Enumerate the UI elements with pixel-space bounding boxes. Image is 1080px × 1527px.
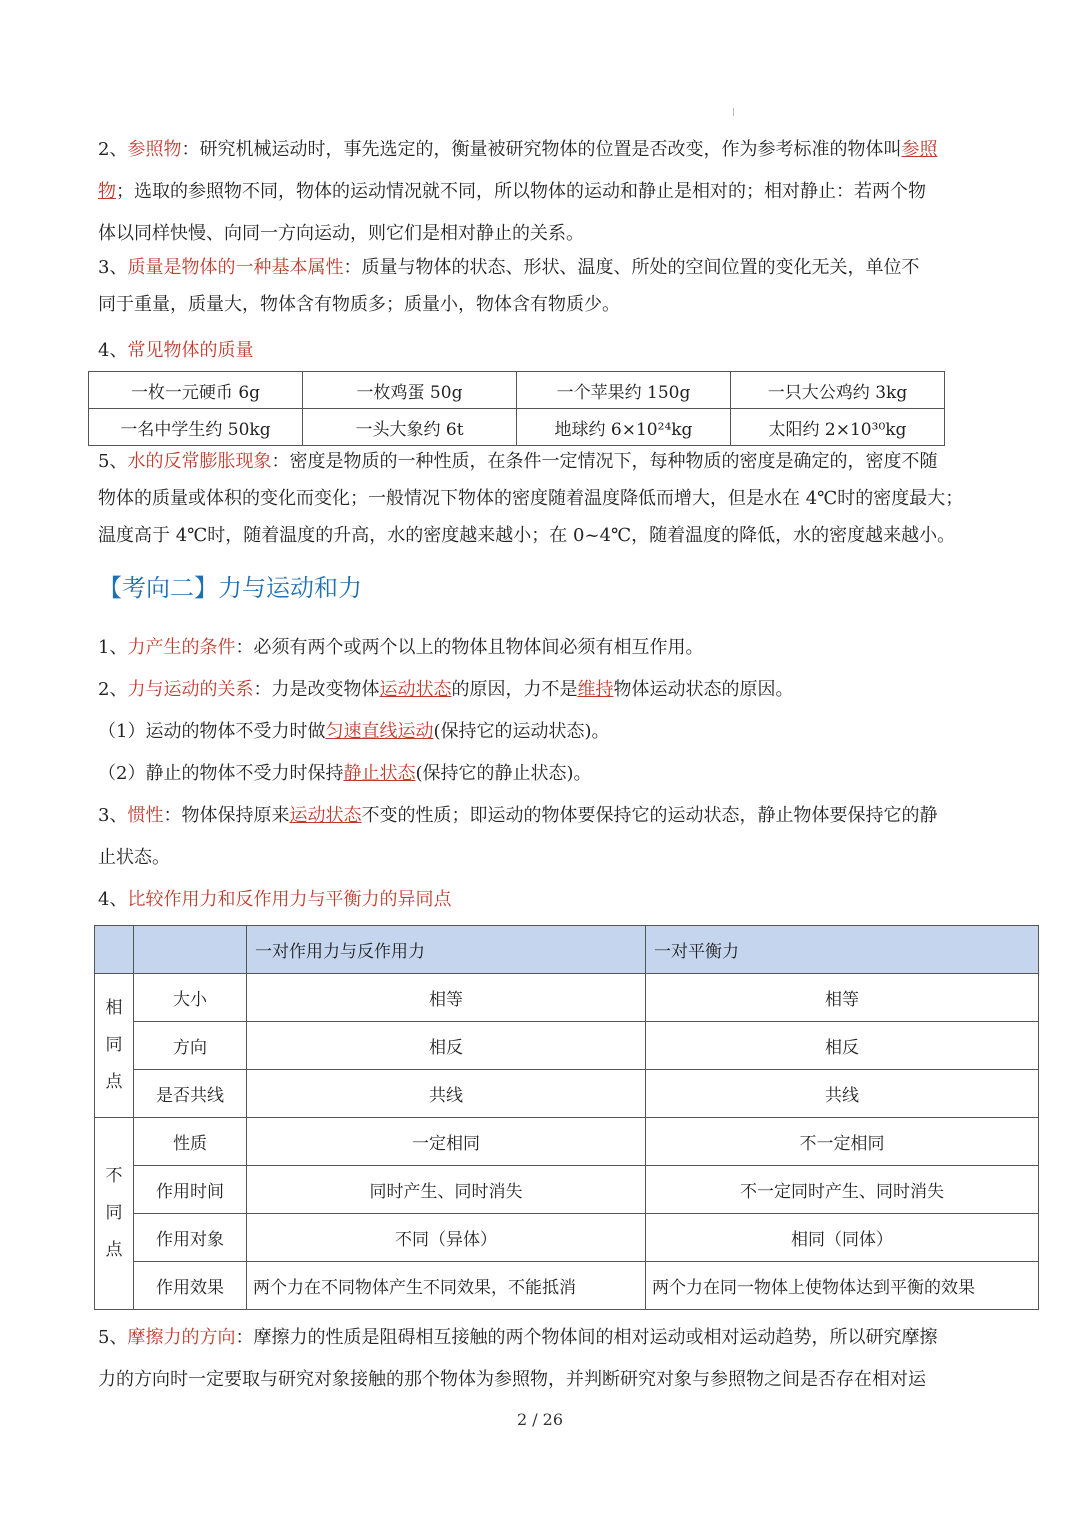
attribute-cell: 方向 (134, 1022, 247, 1070)
text-line (98, 1359, 984, 1401)
table-cell: 一定相同 (247, 1118, 646, 1166)
table-row (89, 409, 945, 446)
attribute-cell: 是否共线 (134, 1070, 247, 1118)
paragraph-water-anomaly (98, 443, 984, 554)
text-line (98, 330, 984, 372)
item-number: 1、 (98, 637, 128, 658)
table-cell: 一只大公鸡约 3kg (731, 372, 945, 409)
body-text: （1）运动的物体不受力时做 (98, 721, 326, 742)
key-term: 质量是物体的一种基本属性 (127, 257, 344, 278)
attribute-cell: 作用效果 (134, 1262, 247, 1310)
body-text: ：质量与物体的状态、形状、温度、所处的空间位置的变化无关，单位不 (343, 257, 920, 278)
underlined-term: 运动状态 (289, 805, 362, 826)
text-line (98, 249, 984, 286)
text-line (98, 879, 984, 921)
table-cell: 两个力在同一物体上使物体达到平衡的效果 (646, 1262, 1039, 1310)
body-text: ：摩擦力的性质是阻碍相互接触的两个物体间的相对运动或相对运动趋势，所以研究摩擦 (235, 1327, 938, 1348)
body-text: 的原因，力不是 (451, 679, 578, 700)
group-char: 相 (105, 998, 123, 1018)
key-term: 力与运动的关系 (127, 679, 254, 700)
body-text: (保持它的静止状态)。 (415, 763, 592, 784)
item-number: 3、 (98, 805, 128, 826)
scan-mark (733, 108, 734, 116)
header-cell: 一对作用力与反作用力 (247, 926, 646, 974)
group-char: 同 (105, 1035, 123, 1055)
paragraph-common-mass-title (98, 330, 984, 372)
item-number: 5、 (98, 451, 128, 472)
item-number: 4、 (98, 340, 128, 361)
table-cell: 一个苹果约 150g (517, 372, 731, 409)
table-row (95, 1070, 1039, 1118)
table-cell: 相反 (646, 1022, 1039, 1070)
group-char: 同 (105, 1203, 123, 1223)
body-text: 止状态。 (98, 847, 170, 868)
table-cell: 不同（异体） (247, 1214, 646, 1262)
text-line (98, 711, 984, 753)
body-text: ：研究机械运动时，事先选定的，衡量被研究物体的位置是否改变，作为参考标准的物体叫 (181, 139, 902, 160)
key-term: 参照物 (127, 139, 182, 160)
table-cell: 一枚一元硬币 6g (89, 372, 303, 409)
key-term: 摩擦力的方向 (127, 1327, 236, 1348)
item-number: 4、 (98, 889, 128, 910)
table-cell: 一头大象约 6t (303, 409, 517, 446)
key-term: 力产生的条件 (127, 637, 236, 658)
table-cell: 相等 (247, 974, 646, 1022)
group-label-same (95, 974, 134, 1118)
table-cell: 不一定同时产生、同时消失 (646, 1166, 1039, 1214)
text-line (98, 795, 984, 837)
table-row (95, 974, 1039, 1022)
underlined-term: 静止状态 (343, 763, 416, 784)
force-comparison-table (94, 925, 1039, 1310)
header-cell-blank (134, 926, 247, 974)
underlined-term: 参照 (901, 139, 938, 160)
group-label-different (95, 1118, 134, 1310)
page-number: 2 / 26 (516, 1410, 564, 1429)
text-line (98, 837, 984, 879)
underlined-term: 维持 (577, 679, 614, 700)
text-line (98, 443, 984, 480)
body-text: 体以同样快慢、向同一方向运动，则它们是相对静止的关系。 (98, 223, 584, 244)
table-cell: 地球约 6×10²⁴kg (517, 409, 731, 446)
underlined-term: 运动状态 (379, 679, 452, 700)
attribute-cell: 作用对象 (134, 1214, 247, 1262)
paragraph-reference-object (98, 129, 984, 255)
text-line (98, 753, 984, 795)
table-row (89, 372, 945, 409)
text-line (98, 517, 984, 554)
table-row (95, 1262, 1039, 1310)
underlined-term: 匀速直线运动 (325, 721, 434, 742)
text-line (98, 1317, 984, 1359)
body-text: ：必须有两个或两个以上的物体且物体间必须有相互作用。 (235, 637, 704, 658)
table-header-row (95, 926, 1039, 974)
body-text: 力的方向时一定要取与研究对象接触的那个物体为参照物，并判断研究对象与参照物之间是否存在相对运 (98, 1369, 926, 1390)
group-char: 不 (105, 1166, 123, 1186)
key-term: 常见物体的质量 (127, 340, 254, 361)
key-term: 惯性 (127, 805, 164, 826)
table-row (95, 1118, 1039, 1166)
key-term: 水的反常膨胀现象 (127, 451, 272, 472)
attribute-cell: 大小 (134, 974, 247, 1022)
body-text: ；选取的参照物不同，物体的运动情况就不同，所以物体的运动和静止是相对的；相对静止：若两个物 (116, 181, 926, 202)
body-text: ：密度是物质的一种性质，在条件一定情况下，每种物质的密度是确定的，密度不随 (271, 451, 938, 472)
table-row (95, 1166, 1039, 1214)
text-line (98, 286, 984, 323)
body-text: 温度高于 4℃时，随着温度的升高，水的密度越来越小；在 0~4℃，随着温度的降低，水的密度越来越小。 (98, 525, 956, 546)
table-cell: 共线 (247, 1070, 646, 1118)
table-row (95, 1022, 1039, 1070)
table-row (95, 1214, 1039, 1262)
text-line (98, 669, 984, 711)
text-line (98, 627, 984, 669)
body-text: 物体运动状态的原因。 (613, 679, 794, 700)
table-cell: 相等 (646, 974, 1039, 1022)
text-line (98, 171, 984, 213)
body-text: (保持它的运动状态)。 (433, 721, 610, 742)
body-text: 物体的质量或体积的变化而变化；一般情况下物体的密度随着温度降低而增大，但是水在 4℃时的密度最大； (98, 488, 964, 509)
paragraph-friction-direction (98, 1317, 984, 1401)
section-heading: 【考向二】力与运动和力 (98, 574, 362, 602)
item-number: 5、 (98, 1327, 128, 1348)
header-cell: 一对平衡力 (646, 926, 1039, 974)
text-line (98, 480, 984, 517)
body-text: 不变的性质；即运动的物体要保持它的运动状态，静止物体要保持它的静 (361, 805, 938, 826)
header-cell-blank (95, 926, 134, 974)
group-char: 点 (105, 1240, 123, 1260)
item-number: 2、 (98, 679, 128, 700)
body-text: （2）静止的物体不受力时保持 (98, 763, 344, 784)
text-line (98, 129, 984, 171)
paragraph-mass-property (98, 249, 984, 323)
paragraph-force-motion (98, 627, 984, 921)
item-number: 3、 (98, 257, 128, 278)
table-cell: 不一定相同 (646, 1118, 1039, 1166)
attribute-cell: 性质 (134, 1118, 247, 1166)
key-term: 比较作用力和反作用力与平衡力的异同点 (127, 889, 452, 910)
body-text: ：力是改变物体 (253, 679, 380, 700)
table-cell: 相同（同体） (646, 1214, 1039, 1262)
table-cell: 两个力在不同物体产生不同效果，不能抵消 (247, 1262, 646, 1310)
common-mass-table (88, 371, 945, 446)
table-cell: 一枚鸡蛋 50g (303, 372, 517, 409)
table-cell: 同时产生、同时消失 (247, 1166, 646, 1214)
attribute-cell: 作用时间 (134, 1166, 247, 1214)
table-cell: 相反 (247, 1022, 646, 1070)
body-text: ：物体保持原来 (163, 805, 290, 826)
table-cell: 一名中学生约 50kg (89, 409, 303, 446)
group-char: 点 (105, 1072, 123, 1092)
table-cell: 共线 (646, 1070, 1039, 1118)
underlined-term: 物 (98, 181, 116, 202)
body-text: 同于重量，质量大，物体含有物质多；质量小，物体含有物质少。 (98, 294, 620, 315)
item-number: 2、 (98, 139, 128, 160)
table-cell: 太阳约 2×10³⁰kg (731, 409, 945, 446)
